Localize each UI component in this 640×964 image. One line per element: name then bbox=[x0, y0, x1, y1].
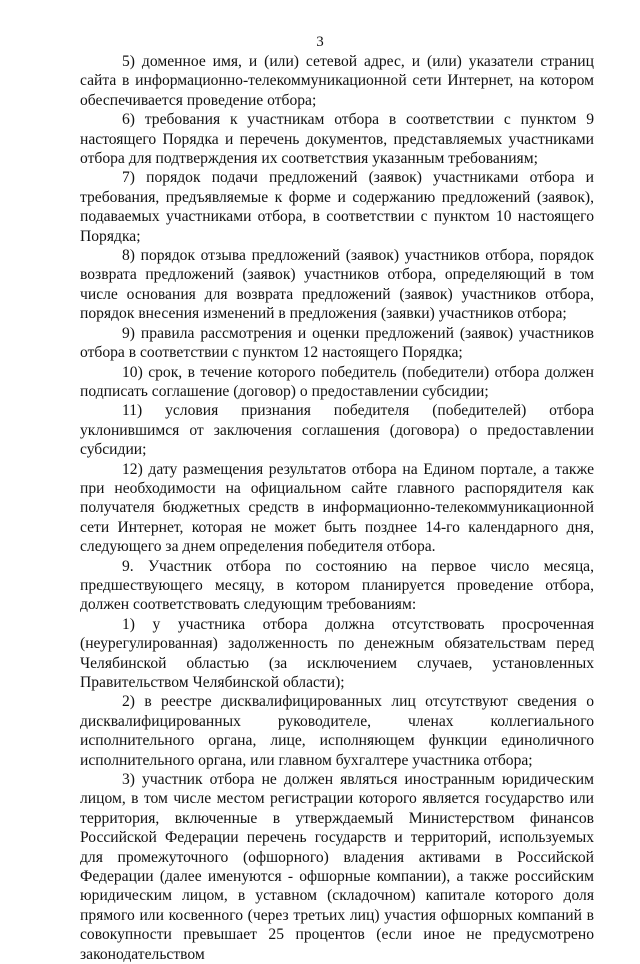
paragraph-item-9: 9) правила рассмотрения и оценки предложений (заявок) участников отбора в соответствии с пунктом 12 настоящего Порядка; bbox=[80, 324, 594, 362]
paragraph-item-7: 7) порядок подачи предложений (заявок) участниками отбора и требования, предъявляемые к форме и содержанию предложений (заявок), подаваемых участниками отбора, в соответствии с пунктом 10 настоящего Порядка; bbox=[80, 169, 594, 245]
paragraph-item-10: 10) срок, в течение которого победитель (победители) отбора должен подписать соглашение (договор) о предоставлении субсидии; bbox=[80, 363, 594, 400]
paragraph-requirement-3: 3) участник отбора не должен являться иностранным юридическим лицом, в том числе местом регистрации которого является государство или территория, включенные в утверждаемый Министерством финансов Российской Федерации перечень государств и территорий, используемых для промежуточного (офшорного) владения активами в Российской Федерации (далее именуются - офшорные компании), а также российским юридическим лицом, в уставном (складочном) капитале которого доля прямого или косвенного (через третьих лиц) участия офшорных компаний в совокупности превышает 25 процентов (если иное не предусмотрено законодательством bbox=[80, 771, 594, 963]
paragraph-item-12: 12) дату размещения результатов отбора на Едином портале, а также при необходимости на официальном сайте главного распорядителя как получателя бюджетных средств в информационно-телекоммуникационной сети Интернет, которая не может быть позднее 14-го календарного дня, следующего за днем определения победителя отбора. bbox=[80, 460, 594, 556]
page-number: 3 bbox=[316, 34, 324, 50]
paragraph-section-9: 9. Участник отбора по состоянию на первое число месяца, предшествующего месяцу, в котором планируется проведение отбора, должен соответствовать следующим требованиям: bbox=[80, 557, 594, 614]
document-body bbox=[80, 52, 594, 964]
paragraph-item-8: 8) порядок отзыва предложений (заявок) участников отбора, порядок возврата предложений (заявок) участников отбора, определяющий в том числе основания для возврата предложений (заявок) участников отбора, порядок внесения изменений в предложения (заявки) участников отбора; bbox=[80, 247, 594, 323]
paragraph-item-5: 5) доменное имя, и (или) сетевой адрес, и (или) указатели страниц сайта в информационно-телекоммуникационной сети Интернет, на котором обеспечивается проведение отбора; bbox=[80, 53, 594, 109]
paragraph-item-6: 6) требования к участникам отбора в соответствии с пунктом 9 настоящего Порядка и перечень документов, представляемых участниками отбора для подтверждения их соответствия указанным требованиям; bbox=[80, 111, 594, 168]
paragraph-requirement-2: 2) в реестре дисквалифицированных лиц отсутствуют сведения о дисквалифицированных руководителе, членах коллегиального исполнительного органа, лице, исполняющем функции единоличного исполнительного органа, или главном бухгалтере участника отбора; bbox=[80, 693, 594, 769]
paragraph-item-11: 11) условия признания победителя (победителей) отбора уклонившимся от заключения соглашения (договора) о предоставлении субсидии; bbox=[80, 402, 594, 459]
paragraph-requirement-1: 1) у участника отбора должна отсутствовать просроченная (неурегулированная) задолженность по денежным обязательствам перед Челябинской областью (за исключением случаев, установленных Правительством Челябинской области); bbox=[80, 615, 594, 691]
